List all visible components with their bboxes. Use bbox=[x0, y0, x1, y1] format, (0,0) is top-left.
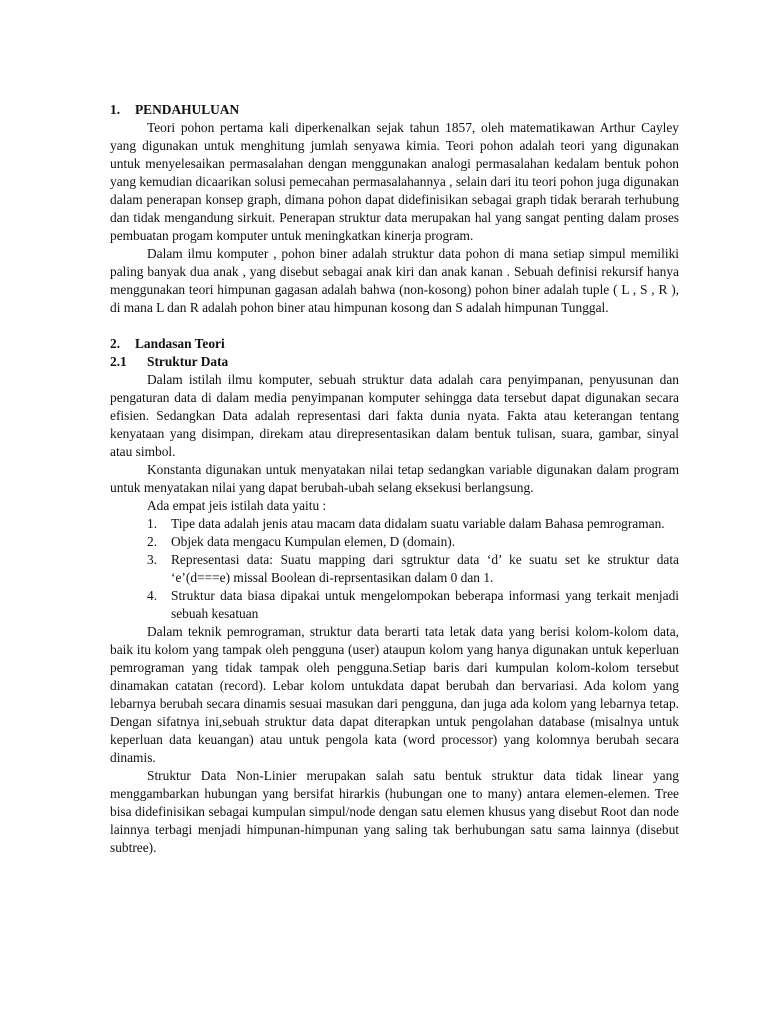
list-item-text: Representasi data: Suatu mapping dari sgtruktur data ‘d’ ke suatu set ke struktur data ‘e’(d===e) missal Boolean di-reprsentasikan dalam 0 dan 1. bbox=[171, 552, 679, 585]
list-marker: 4. bbox=[147, 588, 158, 603]
list-item-text: Tipe data adalah jenis atau macam data didalam suatu variable dalam Bahasa pemrograman. bbox=[171, 516, 665, 531]
spacer bbox=[110, 317, 679, 335]
section-number: 1. bbox=[110, 102, 121, 117]
section-heading-landasan-teori bbox=[110, 335, 679, 353]
paragraph: Dalam ilmu komputer , pohon biner adalah struktur data pohon di mana setiap simpul memiliki paling banyak dua anak , yang disebut sebagai anak kiri dan anak kanan . Sebuah definisi rekursif hanya menggunakan teori himpunan gagasan adalah bahwa (non-kosong) pohon biner adalah tuple ( L , S , R ), di mana L dan R adalah pohon biner atau himpunan kosong dan S adalah himpunan Tunggal. bbox=[110, 246, 679, 315]
paragraph: Konstanta digunakan untuk menyatakan nilai tetap sedangkan variable digunakan dalam program untuk menyatakan nilai yang dapat berubah-ubah selang eksekusi berlangsung. bbox=[110, 462, 679, 495]
list-item bbox=[110, 533, 679, 551]
subsection-title: Struktur Data bbox=[147, 354, 229, 369]
list-item-text: Struktur data biasa dipakai untuk mengelompokan beberapa informasi yang terkait menjadi sebuah kesatuan bbox=[171, 588, 679, 621]
paragraph: Struktur Data Non-Linier merupakan salah satu bentuk struktur data tidak linear yang menggambarkan hubungan yang bersifat hirarkis (hubungan one to many) antara elemen-elemen. Tree bisa didefinisikan sebagai kumpulan simpul/node dengan satu elemen khusus yang disebut Root dan node lainnya terbagi menjadi himpunan-himpunan yang saling tak berhubungan satu sama lainnya (disebut subtree). bbox=[110, 768, 679, 855]
subsection-heading-struktur-data bbox=[110, 353, 679, 371]
list-marker: 1. bbox=[147, 516, 158, 531]
paragraph: Dalam teknik pemrograman, struktur data berarti tata letak data yang berisi kolom-kolom data, baik itu kolom yang tampak oleh pengguna (user) ataupun kolom yang hanya digunakan untuk keperluan pemrograman yang tidak tampak oleh pengguna.Setiap baris dari kumpulan kolom-kolom tersebut dinamakan catatan (record). Lebar kolom untukdata dapat berubah dan bervariasi. Ada kolom yang lebarnya berubah secara dinamis sesuai masukan dari pengguna, dan juga ada kolom yang lebarnya tetap. Dengan sifatnya ini,sebuah struktur data dapat diterapkan untuk pengolahan database (misalnya untuk keperluan data keuangan) atau untuk pengola kata (word processor) yang kolomnya berubah secara dinamis. bbox=[110, 624, 679, 765]
subsection-number: 2.1 bbox=[110, 354, 127, 369]
section-number: 2. bbox=[110, 336, 121, 351]
list-intro: Ada empat jeis istilah data yaitu : bbox=[147, 498, 327, 513]
paragraph: Dalam istilah ilmu komputer, sebuah struktur data adalah cara penyimpanan, penyusunan dan pengaturan data di dalam media penyimpanan komputer sehingga data tersebut dapat digunakan secara efisien. Sedangkan Data adalah representasi dari fakta dunia nyata. Fakta atau keterangan tentang kenyataan yang disimpan, direkam atau direpresentasikan dalam bentuk tulisan, suara, gambar, sinyal atau simbol. bbox=[110, 372, 679, 459]
list-marker: 3. bbox=[147, 552, 158, 567]
document-page bbox=[110, 101, 679, 857]
list-item bbox=[110, 587, 679, 623]
paragraph: Teori pohon pertama kali diperkenalkan sejak tahun 1857, oleh matematikawan Arthur Cayley yang digunakan untuk menghitung jumlah senyawa kimia. Teori pohon adalah teori yang digunakan untuk menyelesaikan permasalahan dengan menggunakan analogi permasalahan kedalam bentuk pohon yang kemudian dicaarikan solusi pemecahan permasalahannya , selain dari itu teori pohon juga digunakan dalam penerapan konsep graph, dimana pohon dapat didefinisikan sebagai graph tidak berarah terhubung dan tidak mengandung sirkuit. Penerapan struktur data merupakan hal yang sangat penting dalam proses pembuatan progam komputer untuk meningkatkan kinerja program. bbox=[110, 120, 679, 243]
data-terms-list bbox=[110, 515, 679, 623]
section-title: Landasan Teori bbox=[135, 336, 225, 351]
section-heading-pendahuluan bbox=[110, 101, 679, 119]
list-item bbox=[110, 515, 679, 533]
list-item-text: Objek data mengacu Kumpulan elemen, D (domain). bbox=[171, 534, 456, 549]
list-item bbox=[110, 551, 679, 587]
list-marker: 2. bbox=[147, 534, 158, 549]
section-title: PENDAHULUAN bbox=[135, 102, 240, 117]
